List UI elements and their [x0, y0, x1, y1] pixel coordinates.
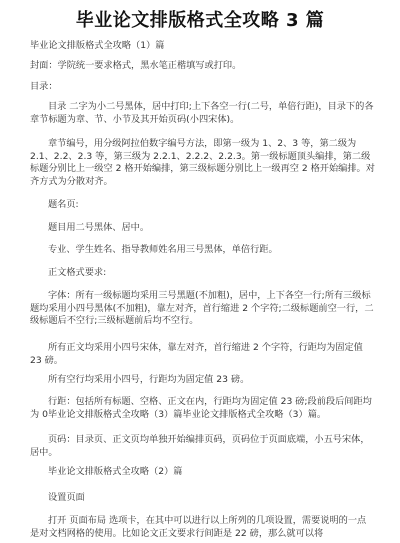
section-heading: 毕业论文排版格式全攻略（2）篇	[48, 466, 183, 477]
paragraph: 题目用二号黑体、居中。	[48, 222, 150, 233]
paragraph: 目录：	[30, 81, 58, 92]
paragraph: 正文格式要求:	[48, 267, 107, 278]
paragraph: 设置页面	[48, 492, 85, 503]
paragraph: 打开 页面布局 选项卡，在其中可以进行以上所列的几项设置，需要说明的一点是对文档网格的使用。比如论文正文要求行间距是 22 磅，那么就可以将	[30, 515, 367, 539]
paragraph: 所有空行均采用小四号，行距均为固定值 23 磅。	[48, 374, 250, 385]
paragraph: 章节编号，用分级阿拉伯数字编号方法，即第一级为 1、2、3 等，第二级为 2.1、2.2、2.3 等，第三级为 2.2.1、2.2.2、2.2.3。第一级标题顶头编排，第二级标题分别比上一级空 2 格开始编排，第三级标题分别比上一级再空 2 格开始编排。对齐方式为分散对齐。	[30, 138, 375, 187]
paragraph: 页码：目录页、正文页均单独开始编排页码，页码位于页面底端，小五号宋体，居中。	[30, 434, 370, 458]
paragraph: 字体：所有一级标题均采用三号黑题(不加粗)，居中，上下各空一行;所有三级标题均采用小四号黑体(不加粗)，靠左对齐，首行缩进 2 个字符;二级标题前空一行，二级标题后不空行;三级标题前后均不空行。	[30, 290, 374, 326]
paragraph: 封面：学院统一要求格式，黑水笔正楷填写或打印。	[30, 60, 242, 71]
section-heading: 毕业论文排版格式全攻略（1）篇	[30, 40, 165, 51]
paragraph: 所有正文均采用小四号宋体，靠左对齐，首行缩进 2 个字符，行距均为固定值 23 磅。	[30, 342, 363, 366]
paragraph: 目录 二字为小二号黑体，居中打印;上下各空一行(二号，单倍行距)，目录下的各章节标题为章、节、小节及其开始页码(小四宋体)。	[30, 101, 374, 125]
paragraph: 行距：包括所有标题、空格、正文在内，行距均为固定值 23 磅;段前段后间距均为 0毕业论文排版格式全攻略（3）篇毕业论文排版格式全攻略（3）篇。	[30, 396, 372, 420]
document-title: 毕业论文排版格式全攻略 3 篇	[75, 10, 325, 31]
paragraph: 专业、学生姓名、指导教师姓名用三号黑体，单倍行距。	[48, 244, 278, 255]
paragraph: 题名页:	[48, 199, 79, 210]
